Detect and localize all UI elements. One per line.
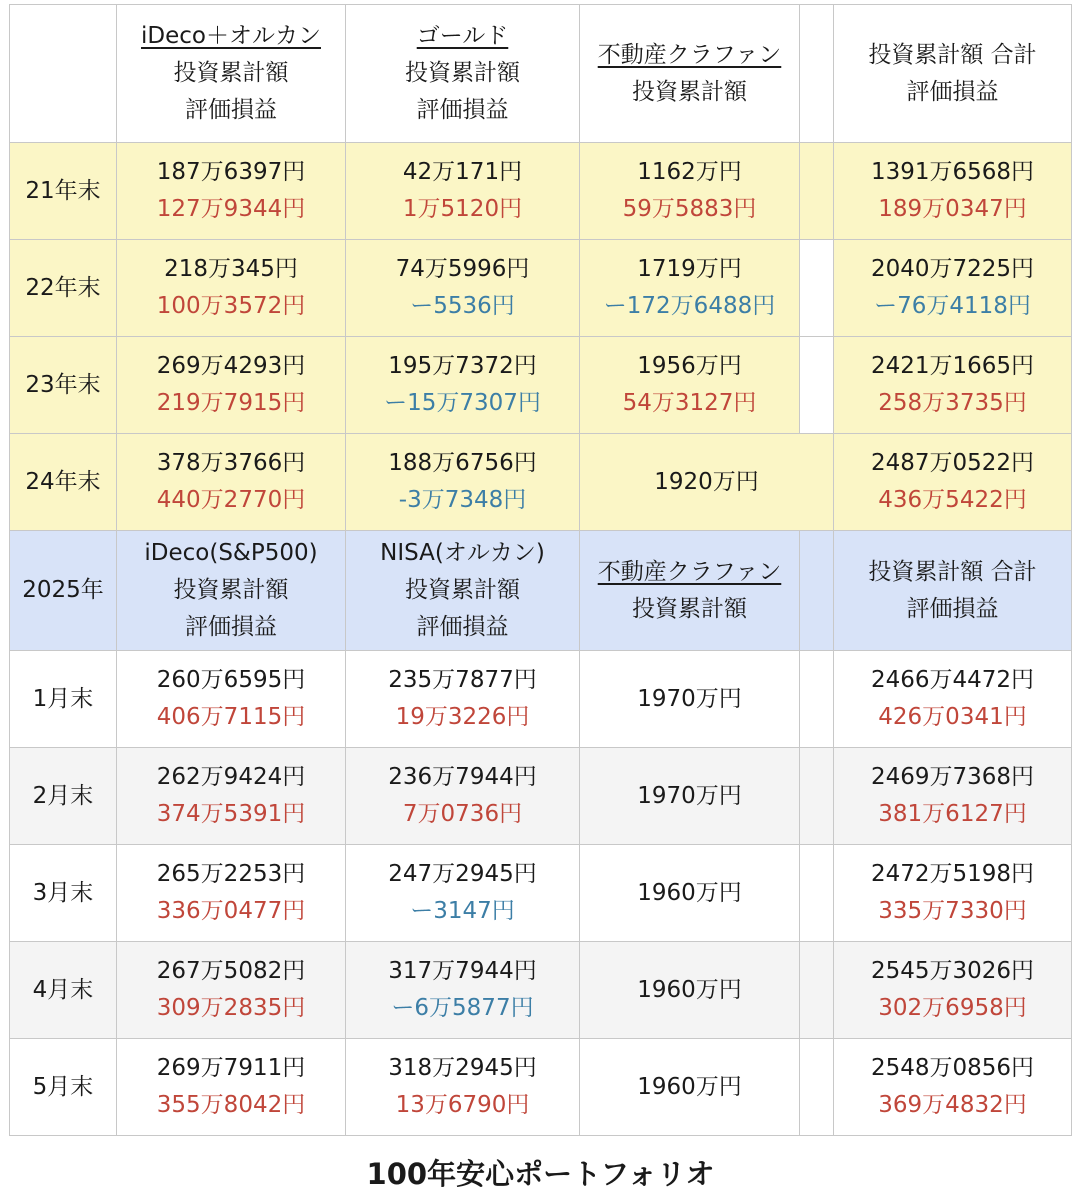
realestate-invested: 1960万円 xyxy=(637,976,742,1003)
total-pl: 436万5422円 xyxy=(878,487,1027,513)
nisa-pl: ー3147円 xyxy=(410,898,515,924)
table-row xyxy=(10,240,1072,337)
table-row xyxy=(10,143,1072,240)
total-pl: 258万3735円 xyxy=(878,390,1027,416)
header-total-invested: 投資累計額 合計 xyxy=(868,41,1037,68)
spacer-cell xyxy=(800,531,834,651)
gold-cell xyxy=(346,434,580,531)
total-invested: 2469万7368円 xyxy=(870,764,1035,790)
table-row xyxy=(10,942,1072,1039)
header-realestate xyxy=(580,5,800,143)
header-gold-pl: 評価損益 xyxy=(416,97,509,123)
header2025-ideco-title: iDeco(S&P500) xyxy=(144,540,318,566)
ideco-invested: 265万2253円 xyxy=(156,861,306,887)
ideco-cell xyxy=(117,651,346,748)
table-row xyxy=(10,337,1072,434)
ideco-invested: 262万9424円 xyxy=(156,764,306,790)
period-label: 23年末 xyxy=(10,337,117,434)
corner-cell xyxy=(10,5,117,143)
ideco-invested: 187万6397円 xyxy=(156,159,306,185)
realestate-invested: 1960万円 xyxy=(637,879,742,906)
realestate-invested: 1920万円 xyxy=(654,468,759,495)
ideco-invested: 378万3766円 xyxy=(156,450,306,476)
portfolio-table xyxy=(9,4,1072,1136)
portfolio-caption: 100年安心ポートフォリオ xyxy=(366,1157,715,1191)
ideco-invested: 269万7911円 xyxy=(156,1055,306,1081)
gold-cell xyxy=(346,337,580,434)
nisa-pl: 13万6790円 xyxy=(395,1092,530,1118)
nisa-invested: 235万7877円 xyxy=(388,667,537,693)
ideco-cell xyxy=(117,942,346,1039)
header2025-nisa-invested: 投資累計額 xyxy=(405,577,520,603)
total-cell xyxy=(834,434,1072,531)
header2025-nisa-pl: 評価損益 xyxy=(416,614,509,640)
ideco-invested: 218万345円 xyxy=(164,256,298,282)
spacer-cell xyxy=(800,748,834,845)
gold-pl: -3万7348円 xyxy=(398,487,527,513)
header-total xyxy=(834,5,1072,143)
spacer-cell xyxy=(800,5,834,143)
header2025-ideco-pl: 評価損益 xyxy=(185,614,277,640)
realestate-invested: 1960万円 xyxy=(637,1073,742,1100)
spacer-cell xyxy=(800,143,834,240)
gold-invested: 74万5996円 xyxy=(395,256,530,282)
ideco-cell xyxy=(117,748,346,845)
ideco-pl: 406万7115円 xyxy=(156,704,306,730)
year-2025-label: 2025年 xyxy=(10,531,117,651)
spacer-cell xyxy=(800,651,834,748)
gold-invested: 42万171円 xyxy=(402,159,523,185)
realestate-cell xyxy=(580,240,800,337)
period-label: 3月末 xyxy=(10,845,117,942)
period-label: 2月末 xyxy=(10,748,117,845)
total-pl: 302万6958円 xyxy=(878,995,1027,1021)
period-label: 1月末 xyxy=(10,651,117,748)
ideco-cell xyxy=(117,845,346,942)
nisa-pl: ー6万5877円 xyxy=(391,995,534,1021)
gold-cell xyxy=(346,240,580,337)
header2025-realestate-invested: 投資累計額 xyxy=(632,595,747,622)
ideco-pl: 336万0477円 xyxy=(156,898,306,924)
period-label: 21年末 xyxy=(10,143,117,240)
nisa-invested: 318万2945円 xyxy=(388,1055,537,1081)
realestate-pl: 59万5883円 xyxy=(622,196,757,222)
table-row xyxy=(10,845,1072,942)
realestate-invested: 1719万円 xyxy=(637,256,742,282)
realestate-pl: 54万3127円 xyxy=(622,390,757,416)
ideco-pl: 374万5391円 xyxy=(156,801,306,827)
ideco-invested: 269万4293円 xyxy=(156,353,306,379)
nisa-invested: 317万7944円 xyxy=(388,958,537,984)
total-pl: 369万4832円 xyxy=(878,1092,1027,1118)
realestate-cell xyxy=(580,337,800,434)
total-invested: 1391万6568円 xyxy=(870,159,1035,185)
header-gold-title: ゴールド xyxy=(416,23,509,49)
header2025-realestate-title: 不動産クラファン xyxy=(597,558,782,585)
total-cell xyxy=(834,748,1072,845)
spacer-cell xyxy=(800,240,834,337)
total-invested: 2548万0856円 xyxy=(870,1055,1035,1081)
realestate-cell xyxy=(580,942,800,1039)
realestate-invested: 1956万円 xyxy=(637,353,742,379)
ideco-pl: 219万7915円 xyxy=(156,390,306,416)
period-label: 24年末 xyxy=(10,434,117,531)
nisa-cell xyxy=(346,942,580,1039)
ideco-invested: 267万5082円 xyxy=(156,958,306,984)
ideco-cell xyxy=(117,337,346,434)
nisa-invested: 236万7944円 xyxy=(388,764,537,790)
header2025-nisa-title: NISA(オルカン) xyxy=(380,540,545,566)
total-invested: 2421万1665円 xyxy=(870,353,1035,379)
header-realestate-title: 不動産クラファン xyxy=(597,41,782,68)
total-cell xyxy=(834,942,1072,1039)
header2025-realestate xyxy=(580,531,800,651)
spacer-cell xyxy=(800,942,834,1039)
header2025-ideco xyxy=(117,531,346,651)
table-row xyxy=(10,1039,1072,1136)
total-invested: 2040万7225円 xyxy=(870,256,1035,282)
realestate-cell xyxy=(580,651,800,748)
nisa-cell xyxy=(346,748,580,845)
total-invested: 2466万4472円 xyxy=(870,667,1035,693)
gold-invested: 188万6756円 xyxy=(388,450,537,476)
ideco-invested: 260万6595円 xyxy=(156,667,306,693)
realestate-invested: 1970万円 xyxy=(637,685,742,712)
nisa-cell xyxy=(346,1039,580,1136)
gold-invested: 195万7372円 xyxy=(388,353,537,379)
nisa-pl: 7万0736円 xyxy=(402,801,523,827)
nisa-invested: 247万2945円 xyxy=(388,861,537,887)
realestate-pl: ー172万6488円 xyxy=(603,293,776,319)
period-label: 22年末 xyxy=(10,240,117,337)
header-ideco-pl: 評価損益 xyxy=(185,97,277,123)
total-invested: 2472万5198円 xyxy=(870,861,1035,887)
gold-pl: 1万5120円 xyxy=(402,196,523,222)
header2025-total-invested: 投資累計額 合計 xyxy=(868,558,1037,585)
total-invested: 2487万0522円 xyxy=(870,450,1035,476)
realestate-cell xyxy=(580,1039,800,1136)
total-pl: ー76万4118円 xyxy=(874,293,1031,319)
realestate-cell xyxy=(580,434,834,531)
spacer-cell xyxy=(800,845,834,942)
header2025-ideco-invested: 投資累計額 xyxy=(173,577,289,603)
nisa-cell xyxy=(346,845,580,942)
total-pl: 381万6127円 xyxy=(878,801,1027,827)
header-total-pl: 評価損益 xyxy=(906,78,999,105)
gold-cell xyxy=(346,143,580,240)
total-cell xyxy=(834,651,1072,748)
header-ideco xyxy=(117,5,346,143)
realestate-cell xyxy=(580,143,800,240)
ideco-pl: 309万2835円 xyxy=(156,995,306,1021)
total-cell xyxy=(834,845,1072,942)
ideco-pl: 100万3572円 xyxy=(156,293,306,319)
nisa-cell xyxy=(346,651,580,748)
ideco-cell xyxy=(117,240,346,337)
period-label: 5月末 xyxy=(10,1039,117,1136)
header2025-total xyxy=(834,531,1072,651)
header-gold xyxy=(346,5,580,143)
gold-pl: ー15万7307円 xyxy=(384,390,541,416)
total-pl: 189万0347円 xyxy=(878,196,1027,222)
header-row xyxy=(10,5,1072,143)
total-cell xyxy=(834,337,1072,434)
realestate-invested: 1970万円 xyxy=(637,782,742,809)
gold-pl: ー5536円 xyxy=(410,293,515,319)
spacer-cell xyxy=(800,1039,834,1136)
header-ideco-title: iDeco＋オルカン xyxy=(141,23,321,49)
period-label: 4月末 xyxy=(10,942,117,1039)
header-ideco-invested: 投資累計額 xyxy=(173,60,289,86)
ideco-cell xyxy=(117,143,346,240)
nisa-pl: 19万3226円 xyxy=(395,704,530,730)
table-row xyxy=(10,651,1072,748)
total-cell xyxy=(834,1039,1072,1136)
ideco-cell xyxy=(117,1039,346,1136)
header2025-total-pl: 評価損益 xyxy=(906,595,999,622)
header-gold-invested: 投資累計額 xyxy=(405,60,520,86)
total-pl: 335万7330円 xyxy=(878,898,1027,924)
total-pl: 426万0341円 xyxy=(878,704,1027,730)
table-row xyxy=(10,434,1072,531)
total-cell xyxy=(834,143,1072,240)
ideco-pl: 127万9344円 xyxy=(156,196,306,222)
table-row xyxy=(10,748,1072,845)
ideco-pl: 355万8042円 xyxy=(156,1092,306,1118)
header2025-nisa xyxy=(346,531,580,651)
spacer-cell xyxy=(800,337,834,434)
realestate-invested: 1162万円 xyxy=(637,159,742,185)
realestate-cell xyxy=(580,748,800,845)
total-invested: 2545万3026円 xyxy=(870,958,1035,984)
header-realestate-invested: 投資累計額 xyxy=(632,78,747,105)
header-2025-row xyxy=(10,531,1072,651)
ideco-pl: 440万2770円 xyxy=(156,487,306,513)
total-cell xyxy=(834,240,1072,337)
ideco-cell xyxy=(117,434,346,531)
realestate-cell xyxy=(580,845,800,942)
